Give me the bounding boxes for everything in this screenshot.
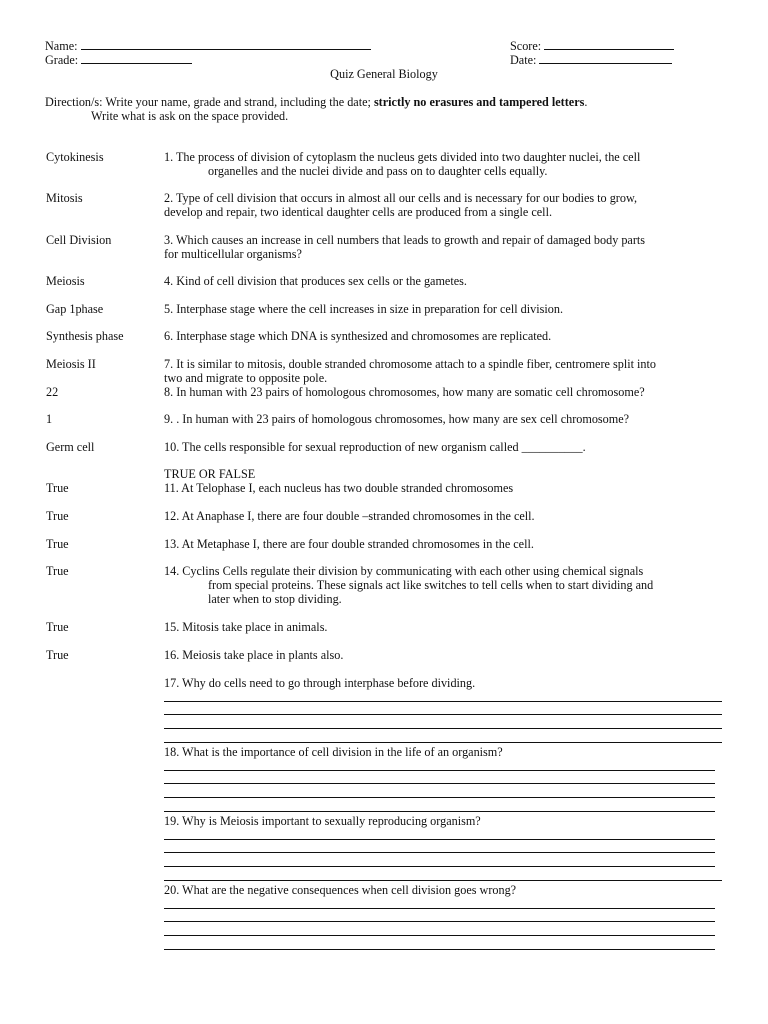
directions-line-1: Direction/s: Write your name, grade and strand, including the date; strictly no erasures and tampered letters. <box>45 95 588 109</box>
question-15: 15. Mitosis take place in animals. <box>164 620 328 634</box>
answer-line[interactable] <box>164 908 715 909</box>
answer-line[interactable] <box>164 921 715 922</box>
answer-line[interactable] <box>164 949 715 950</box>
question-5: 5. Interphase stage where the cell increases in size in preparation for cell division. <box>164 302 563 316</box>
answer-line[interactable] <box>164 866 715 867</box>
question-17: 17. Why do cells need to go through interphase before dividing. <box>164 676 476 690</box>
answer-line[interactable] <box>164 839 715 840</box>
answer-1: Cytokinesis <box>46 150 104 164</box>
question-3: 3. Which causes an increase in cell numbers that leads to growth and repair of damaged body parts for multicellular organisms? <box>164 233 646 261</box>
name-label: Name: <box>45 39 78 53</box>
grade-field[interactable] <box>45 53 192 67</box>
answer-11: True <box>46 481 69 495</box>
question-13: 13. At Metaphase I, there are four double stranded chromosomes in the cell. <box>164 537 534 551</box>
question-6: 6. Interphase stage which DNA is synthesized and chromosomes are replicated. <box>164 329 552 343</box>
answer-line[interactable] <box>164 701 722 702</box>
answer-line[interactable] <box>164 935 715 936</box>
answer-9: 1 <box>46 412 53 426</box>
question-7: 7. It is similar to mitosis, double stranded chromosome attach to a spindle fiber, centromere split into two and migrate to opposite pole. <box>164 357 656 385</box>
score-label: Score: <box>510 39 542 53</box>
answer-line[interactable] <box>164 852 715 853</box>
answer-line[interactable] <box>164 728 722 729</box>
question-16: 16. Meiosis take place in plants also. <box>164 648 344 662</box>
answer-7: Meiosis II <box>46 357 96 371</box>
question-1: 1. The process of division of cytoplasm the nucleus gets divided into two daughter nuclei, the cell organelles and the nuclei divide and pass on to daughter cells equally. <box>164 150 641 178</box>
answer-5: Gap 1phase <box>46 302 104 316</box>
date-label: Date: <box>510 53 537 67</box>
question-12: 12. At Anaphase I, there are four double –stranded chromosomes in the cell. <box>164 509 535 523</box>
name-field[interactable] <box>45 39 371 53</box>
answer-14: True <box>46 564 69 578</box>
question-11: 11. At Telophase I, each nucleus has two double stranded chromosomes <box>164 481 514 495</box>
question-2: 2. Type of cell division that occurs in almost all our cells and is necessary for our bodies to grow, develop and repair, two identical daughter cells are produced from a single cell. <box>164 191 637 219</box>
answer-8: 22 <box>46 385 59 399</box>
page-title: Quiz General Biology <box>330 67 438 81</box>
question-10: 10. The cells responsible for sexual reproduction of new organism called __________. <box>164 440 586 454</box>
directions-line-2: Write what is ask on the space provided. <box>91 109 289 123</box>
answer-2: Mitosis <box>46 191 83 205</box>
answer-10: Germ cell <box>46 440 95 454</box>
question-8: 8. In human with 23 pairs of homologous chromosomes, how many are somatic cell chromosome? <box>164 385 645 399</box>
answer-line[interactable] <box>164 783 715 784</box>
answer-line[interactable] <box>164 742 722 743</box>
grade-label: Grade: <box>45 53 79 67</box>
score-field[interactable] <box>510 39 674 53</box>
question-14: 14. Cyclins Cells regulate their division by communicating with each other using chemical signals from special proteins. These signals act like switches to tell cells when to start dividing and later when to stop dividing. <box>164 564 654 606</box>
grade-blank[interactable] <box>81 53 192 64</box>
answer-line[interactable] <box>164 714 722 715</box>
answer-12: True <box>46 509 69 523</box>
directions-bold: strictly no erasures and tampered letters <box>373 95 585 109</box>
score-blank[interactable] <box>544 39 674 50</box>
answer-13: True <box>46 537 69 551</box>
question-20: 20. What are the negative consequences when cell division goes wrong? <box>164 883 517 897</box>
answer-16: True <box>46 648 69 662</box>
answer-3: Cell Division <box>46 233 112 247</box>
answer-6: Synthesis phase <box>46 329 124 343</box>
tf-heading: TRUE OR FALSE <box>164 467 256 481</box>
date-blank[interactable] <box>539 53 672 64</box>
directions <box>45 95 587 123</box>
question-19: 19. Why is Meiosis important to sexually reproducing organism? <box>164 814 481 828</box>
answer-line[interactable] <box>164 811 715 812</box>
name-blank[interactable] <box>81 39 371 50</box>
answer-line[interactable] <box>164 880 722 881</box>
answer-15: True <box>46 620 69 634</box>
question-9: 9. . In human with 23 pairs of homologous chromosomes, how many are sex cell chromosome? <box>164 412 630 426</box>
date-field[interactable] <box>510 53 672 67</box>
question-18: 18. What is the importance of cell division in the life of an organism? <box>164 745 503 759</box>
answer-line[interactable] <box>164 770 715 771</box>
answer-line[interactable] <box>164 797 715 798</box>
question-4: 4. Kind of cell division that produces sex cells or the gametes. <box>164 274 467 288</box>
answer-4: Meiosis <box>46 274 85 288</box>
